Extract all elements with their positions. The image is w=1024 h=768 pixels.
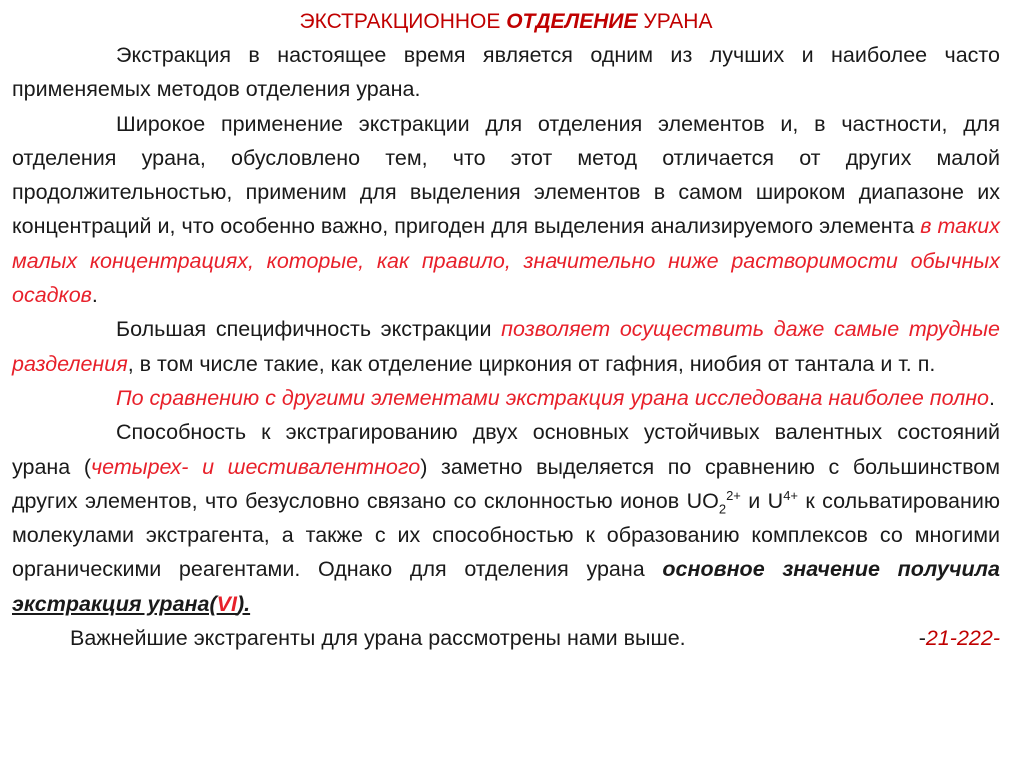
paragraph-5-text-a: Способность к экстрагированию двух основных устойчивых валентных состояний урана ( bbox=[12, 420, 1000, 479]
valence-vi: VI bbox=[216, 591, 237, 616]
paragraph-5-bold-underlined bbox=[12, 592, 250, 616]
paragraph-5-bold: основное значение получила bbox=[662, 557, 1000, 582]
u-superscript: 4+ bbox=[783, 487, 799, 503]
title-part-3: УРАНА bbox=[637, 10, 713, 33]
paragraph-3-emphasis: позволяет осуществить даже самые трудные разделения bbox=[12, 317, 1000, 376]
paragraph-5-emphasis: четырех- и шестивалентного bbox=[91, 454, 421, 479]
title-part-1: ЭКСТРАКЦИОННОЕ bbox=[299, 10, 507, 33]
paragraph-4 bbox=[12, 381, 1000, 415]
page-number-dash: - bbox=[918, 626, 926, 651]
paragraph-4-text-b: . bbox=[989, 385, 995, 410]
closing-line-text: Важнейшие экстрагенты для урана рассмотрены нами выше. bbox=[70, 626, 686, 651]
paragraph-5-text-e: к сольватированию молекулами экстрагента, а также с их способностью к образованию комплексов со многими органическими реагентами. Однако для отделения урана bbox=[12, 488, 1000, 582]
paragraph-3-text-c: , в том числе такие, как отделение циркония от гафния, ниобия от тантала и т. п. bbox=[127, 351, 936, 376]
paragraph-3 bbox=[12, 312, 1000, 381]
paragraph-1-text: Экстракция в настоящее время является одним из лучших и наиболее часто применяемых методов отделения урана. bbox=[12, 43, 1000, 102]
paragraph-2-emphasis: в таких малых концентрациях, которые, как правило, значительно ниже растворимости обычных осадков bbox=[12, 214, 1000, 308]
page-number bbox=[919, 621, 1000, 655]
uo2-superscript: 2+ bbox=[726, 487, 741, 503]
paragraph-2-text-c: . bbox=[91, 283, 98, 308]
paragraph-2-text-a: Широкое применение экстракции для отделения элементов и, в частности, для отделения урана, обусловлено тем, что этот метод отличается от других малой продолжительностью, применим для выделения элементов в самом широком диапазоне их концентраций и, что особенно важно, пригоден для выделения анализируемого элемента bbox=[12, 111, 1000, 239]
slide-title bbox=[12, 6, 1000, 38]
paragraph-3-text-a: Большая специфичность экстракции bbox=[116, 317, 502, 342]
title-part-2: ОТДЕЛЕНИЕ bbox=[506, 10, 638, 33]
paragraph-2 bbox=[12, 107, 1000, 313]
paragraph-1 bbox=[12, 38, 1000, 107]
paragraph-5-text-d: и U bbox=[740, 488, 784, 513]
uo2-subscript: 2 bbox=[718, 501, 727, 517]
closing-line bbox=[12, 621, 1000, 655]
paragraph-5-text-c: ) заметно выделяется по сравнению с большинством других элементов, что безусловно связано со склонностью ионов UO bbox=[12, 454, 1001, 513]
page-number-value: 21-222- bbox=[925, 626, 1000, 651]
paragraph-5 bbox=[12, 415, 1000, 621]
paragraph-5-bold-g: экстракция урана( bbox=[12, 591, 217, 616]
paragraph-5-bold-i: ). bbox=[236, 591, 251, 616]
paragraph-4-emphasis: По сравнению с другими элементами экстракция урана исследована наиболее полно bbox=[116, 385, 989, 410]
